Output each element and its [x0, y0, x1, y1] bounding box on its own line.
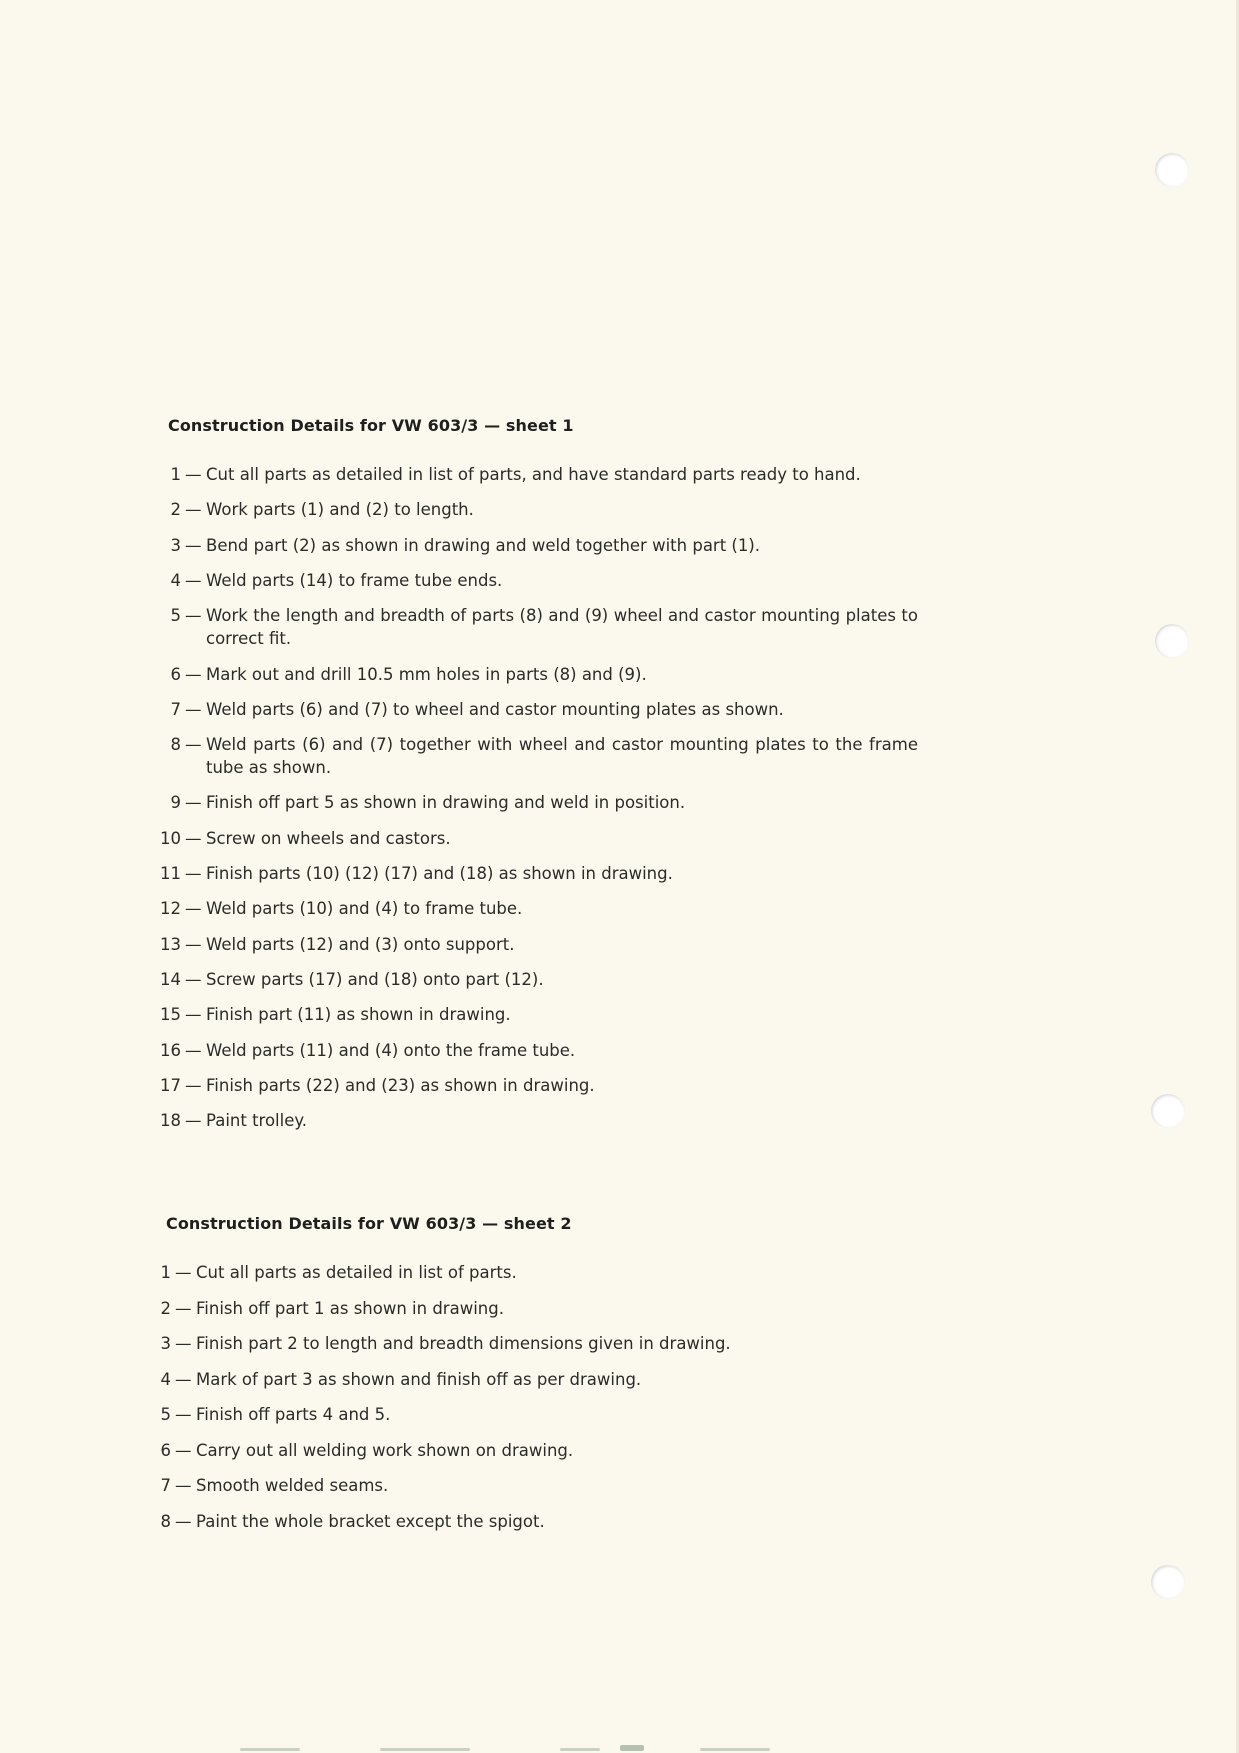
step-text: Screw parts (17) and (18) onto part (12).: [206, 969, 544, 989]
step-number: 7: [170, 699, 181, 719]
step-number: 8: [170, 735, 181, 755]
step-dash: —: [175, 1405, 192, 1424]
step-dash: —: [185, 735, 202, 755]
step-dash: —: [175, 1334, 192, 1353]
step-number: 11: [160, 864, 181, 883]
step-dash: —: [175, 1369, 192, 1389]
step-text: Finish parts (22) and (23) as shown in drawing.: [206, 1075, 595, 1095]
step-number: 2: [160, 1298, 171, 1318]
step-number: 6: [170, 664, 181, 684]
step-dash: —: [175, 1511, 192, 1531]
step-text: Paint trolley.: [206, 1111, 308, 1131]
step-text: Weld parts (6) and (7) together with wheel and castor mounting plates to the frame tube as shown.: [206, 735, 918, 778]
step-text: Mark out and drill 10.5 mm holes in parts (8) and (9).: [206, 664, 647, 684]
step-number: 1: [170, 465, 181, 484]
step-dash: —: [185, 934, 202, 954]
step-number: 4: [170, 570, 181, 590]
step-dash: —: [185, 828, 202, 848]
step-dash: —: [185, 1005, 202, 1025]
step-text: Carry out all welding work shown on drawing.: [196, 1440, 574, 1460]
step-text: Cut all parts as detailed in list of parts, and have standard parts ready to hand.: [206, 465, 861, 484]
step-text: Weld parts (10) and (4) to frame tube.: [206, 899, 523, 919]
step-number: 2: [170, 500, 181, 520]
step-text: Weld parts (14) to frame tube ends.: [206, 570, 503, 590]
step-text: Mark of part 3 as shown and finish off as per drawing.: [196, 1369, 642, 1389]
step-number: 3: [170, 535, 181, 555]
step-text: Weld parts (12) and (3) onto support.: [206, 934, 515, 954]
step-dash: —: [185, 1075, 202, 1095]
step-number: 5: [160, 1405, 171, 1424]
step-dash: —: [175, 1440, 192, 1460]
sheet1-title: Construction Details for VW 603/3 — sheet 1: [168, 416, 574, 435]
step-number: 1: [160, 1263, 171, 1282]
step-number: 7: [160, 1476, 171, 1495]
step-text: Finish off part 5 as shown in drawing and weld in position.: [206, 793, 686, 813]
step-dash: —: [185, 465, 202, 484]
step-text: Smooth welded seams.: [196, 1476, 389, 1495]
step-dash: —: [185, 699, 202, 719]
step-dash: —: [185, 500, 202, 520]
step-text: Paint the whole bracket except the spigot.: [196, 1511, 545, 1531]
step-dash: —: [185, 864, 202, 883]
step-text: Finish part (11) as shown in drawing.: [206, 1005, 511, 1025]
step-number: 12: [160, 899, 181, 919]
step-number: 15: [160, 1005, 181, 1025]
step-text: Bend part (2) as shown in drawing and weld together with part (1).: [206, 535, 761, 555]
step-dash: —: [175, 1476, 192, 1495]
step-number: 10: [160, 828, 181, 848]
step-text: Weld parts (11) and (4) onto the frame tube.: [206, 1040, 576, 1060]
step-dash: —: [185, 969, 202, 989]
step-dash: —: [185, 793, 202, 813]
punch-hole: [1151, 1094, 1185, 1128]
punch-hole: [1151, 1565, 1185, 1599]
step-text: Weld parts (6) and (7) to wheel and castor mounting plates as shown.: [206, 699, 784, 719]
step-text: Finish part 2 to length and breadth dimensions given in drawing.: [196, 1334, 731, 1353]
step-text: Work parts (1) and (2) to length.: [206, 500, 474, 520]
step-text: Screw on wheels and castors.: [206, 828, 451, 848]
step-dash: —: [175, 1298, 192, 1318]
scan-edge-marks: [0, 1739, 1239, 1753]
step-number: 18: [160, 1111, 181, 1131]
sheet2-title: Construction Details for VW 603/3 — sheet 2: [166, 1214, 572, 1233]
step-dash: —: [185, 570, 202, 590]
step-dash: —: [185, 664, 202, 684]
step-number: 9: [170, 793, 181, 813]
step-text: Work the length and breadth of parts (8) and (9) wheel and castor mounting plates to correct fit.: [206, 606, 918, 649]
step-text: Finish parts (10) (12) (17) and (18) as shown in drawing.: [206, 864, 673, 883]
step-dash: —: [185, 1040, 202, 1060]
step-dash: —: [185, 535, 202, 555]
step-number: 5: [170, 606, 181, 626]
step-number: 4: [160, 1369, 171, 1389]
step-text: Finish off part 1 as shown in drawing.: [196, 1298, 504, 1318]
step-dash: —: [175, 1263, 192, 1282]
step-number: 13: [160, 934, 181, 954]
step-dash: —: [185, 899, 202, 919]
step-number: 14: [160, 969, 181, 989]
step-text: Cut all parts as detailed in list of parts.: [196, 1263, 517, 1282]
step-dash: —: [185, 606, 202, 626]
step-number: 8: [160, 1511, 171, 1531]
step-number: 3: [160, 1334, 171, 1353]
step-number: 16: [160, 1040, 181, 1060]
step-text: Finish off parts 4 and 5.: [196, 1405, 391, 1424]
punch-hole: [1155, 624, 1189, 658]
step-number: 6: [160, 1440, 171, 1460]
step-number: 17: [160, 1075, 181, 1095]
punch-hole: [1155, 153, 1189, 187]
step-dash: —: [185, 1111, 202, 1131]
